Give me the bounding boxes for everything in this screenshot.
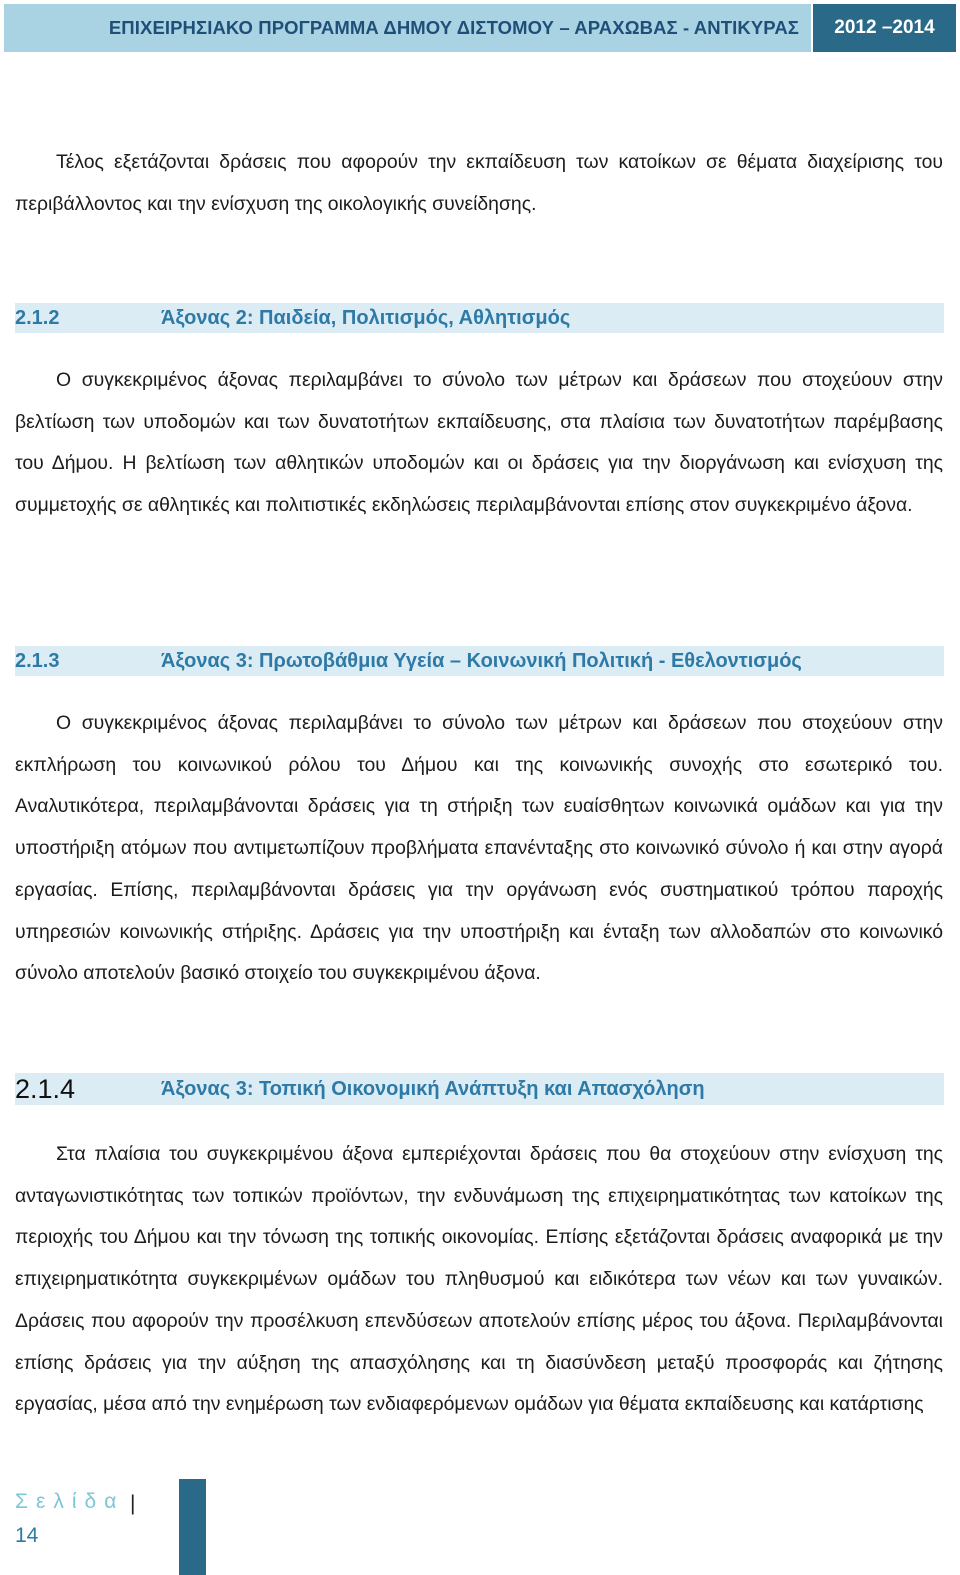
section-title: Άξονας 3: Πρωτοβάθμια Υγεία – Κοινωνική Πολιτική - Εθελοντισμός [161,649,802,672]
footer-accent-bar [179,1479,206,1575]
section-heading-2-1-2 [15,303,944,333]
section-paragraph: Στα πλαίσια του συγκεκριμένου άξονα εμπεριέχονται δράσεις που θα στοχεύουν στην ενίσχυση της ανταγωνιστικότητας των τοπικών προϊόντων, την ενδυνάμωση της επιχειρηματικότητας των κατοίκων της περιοχής του Δήμου και την τόνωση της τοπικής οικονομίας. Επίσης εξετάζονται δράσεις αναφορικά με την επιχειρηματικότητα συγκεκριμένων ομάδων του πληθυσμού και ειδικότερα των νέων και των γυναικών. Δράσεις που αφορούν την προσέλκυση επενδύσεων αποτελούν επίσης μέρος του άξονα. Περιλαμβάνονται επίσης δράσεις για την αύξηση της απασχόλησης και τη διασύνδεση μεταξύ προσφοράς και ζήτησης εργασίας, μέσα από την ενημέρωση των ενδιαφερόμενων ομάδων για θέματα εκπαίδευσης και κατάρτισης [15,1143,943,1416]
footer-separator: | [130,1492,136,1515]
section-title: Άξονας 3: Τοπική Οικονομική Ανάπτυξη και Απασχόληση [161,1077,705,1100]
section-body-2-1-3 [15,703,943,995]
section-number: 2.1.2 [15,306,60,329]
section-paragraph: Ο συγκεκριμένος άξονας περιλαμβάνει το σύνολο των μέτρων και δράσεων που στοχεύουν στην βελτίωση των υποδομών και των δυνατοτήτων εκπαίδευσης, στα πλαίσια των δυνατοτήτων παρέμβασης του Δήμου. Η βελτίωση των αθλητικών υποδομών και οι δράσεις για την διοργάνωση και ενίσχυση της συμμετοχής σε αθλητικές και πολιτιστικές εκδηλώσεις περιλαμβάνονται επίσης στον συγκεκριμένο άξονα. [15,369,943,517]
section-number: 2.1.4 [15,1073,76,1104]
page-label: Σελίδα [15,1490,125,1513]
section-body-2-1-4 [15,1134,943,1426]
section-heading-2-1-3 [15,646,944,676]
section-number: 2.1.3 [15,649,60,672]
document-title: ΕΠΙΧΕΙΡΗΣΙΑΚΟ ΠΡΟΓΡΑΜΜΑ ΔΗΜΟΥ ΔΙΣΤΟΜΟΥ – ΑΡΑΧΩΒΑΣ - ΑΝΤΙΚΥΡΑΣ [4,4,811,52]
section-paragraph: Ο συγκεκριμένος άξονας περιλαμβάνει το σύνολο των μέτρων και δράσεων που στοχεύουν στην εκπλήρωση του κοινωνικού ρόλου του Δήμου και της κοινωνικής συνοχής στο εσωτερικό του. Αναλυτικότερα, περιλαμβάνονται δράσεις για τη στήριξη των ευαίσθητων κοινωνικά ομάδων και για την υποστήριξη ατόμων που αντιμετωπίζουν προβλήματα επανένταξης στο κοινωνικό σύνολο ή και στην αγορά εργασίας. Επίσης, περιλαμβάνονται δράσεις για την οργάνωση ενός συστηματικού τρόπου παροχής υπηρεσιών κοινωνικής στήριξης. Δράσεις για την υποστήριξη και ένταξη των αλλοδαπών στο κοινωνικό σύνολο αποτελούν βασικό στοιχείο του συγκεκριμένου άξονα. [15,712,943,985]
page-header [4,4,956,52]
document-years: 2012 –2014 [813,4,956,52]
section-title: Άξονας 2: Παιδεία, Πολιτισμός, Αθλητισμός [161,306,571,329]
page-number: 14 [15,1524,39,1547]
section-heading-2-1-4 [15,1073,944,1105]
intro-block [15,142,943,225]
section-body-2-1-2 [15,360,943,527]
intro-paragraph: Τέλος εξετάζονται δράσεις που αφορούν την εκπαίδευση των κατοίκων σε θέματα διαχείρισης του περιβάλλοντος και την ενίσχυση της οικολογικής συνείδησης. [15,151,943,215]
